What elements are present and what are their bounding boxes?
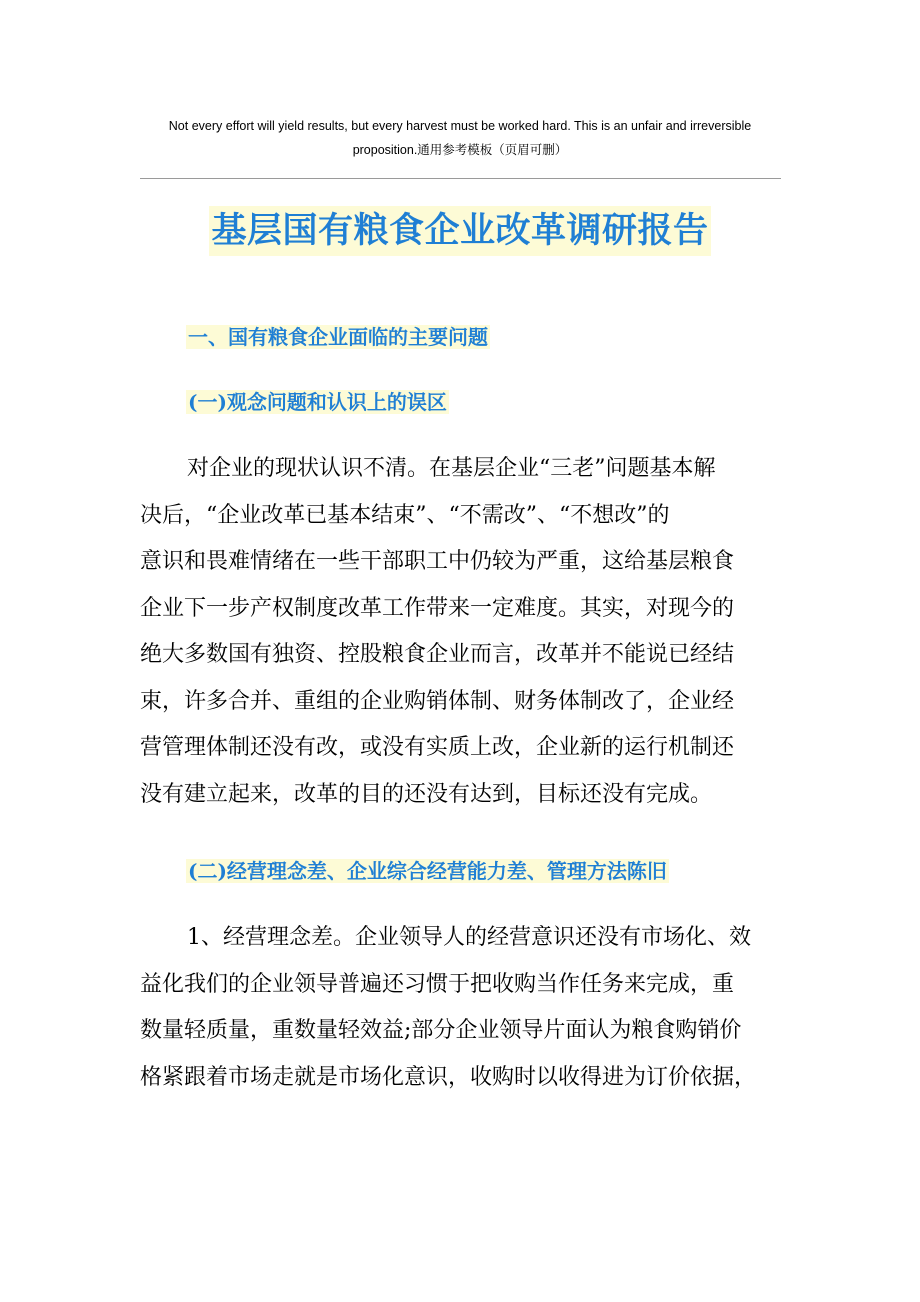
document-title-text: 基层国有粮食企业改革调研报告	[209, 206, 710, 256]
page-header	[140, 114, 780, 162]
section-heading-1	[186, 322, 490, 352]
subsection-heading-1-text: (一)观念问题和认识上的误区	[188, 390, 447, 414]
subsection-heading-1	[186, 387, 449, 417]
paragraph-line: 格紧跟着市场走就是市场化意识，收购时以收得进为订价依据，	[140, 1064, 757, 1090]
paragraph-line: 没有建立起来，改革的目的还没有达到，目标还没有完成。	[140, 781, 713, 807]
paragraph-line: 1、经营理念差。企业领导人的经营意识还没有市场化、效	[187, 925, 751, 950]
section-heading-1-text: 一、国有粮食企业面临的主要问题	[188, 325, 488, 349]
paragraph-line: 对企业的现状认识不清。在基层企业“三老”问题基本解	[187, 456, 716, 481]
paragraph-2	[140, 915, 780, 1101]
paragraph-line: 绝大多数国有独资、控股粮食企业而言，改革并不能说已经结	[140, 642, 735, 667]
paragraph-line: 益化我们的企业领导普遍还习惯于把收购当作任务来完成，重	[140, 971, 735, 997]
paragraph-line: 营管理体制还没有改，或没有实质上改，企业新的运行机制还	[140, 735, 735, 760]
header-line-2: proposition.通用参考模板（页眉可删）	[352, 143, 568, 157]
paragraph-1	[140, 446, 780, 818]
header-divider	[140, 178, 781, 179]
document-title	[0, 206, 920, 256]
paragraph-line: 数量轻质量，重数量轻效益;部分企业领导片面认为粮食购销价	[140, 1018, 742, 1043]
paragraph-line: 决后，“企业改革已基本结束”、“不需改”、“不想改”的	[140, 502, 670, 528]
paragraph-line: 意识和畏难情绪在一些干部职工中仍较为严重，这给基层粮食	[140, 549, 735, 574]
subsection-heading-2	[186, 856, 669, 886]
paragraph-line: 企业下一步产权制度改革工作带来一定难度。其实，对现今的	[140, 595, 735, 621]
subsection-heading-2-text: (二)经营理念差、企业综合经营能力差、管理方法陈旧	[188, 859, 667, 883]
header-line-1: Not every effort will yield results, but every harvest must be worked hard. This is an unfair and irreversible	[168, 119, 752, 133]
paragraph-line: 束，许多合并、重组的企业购销体制、财务体制改了，企业经	[140, 688, 735, 714]
